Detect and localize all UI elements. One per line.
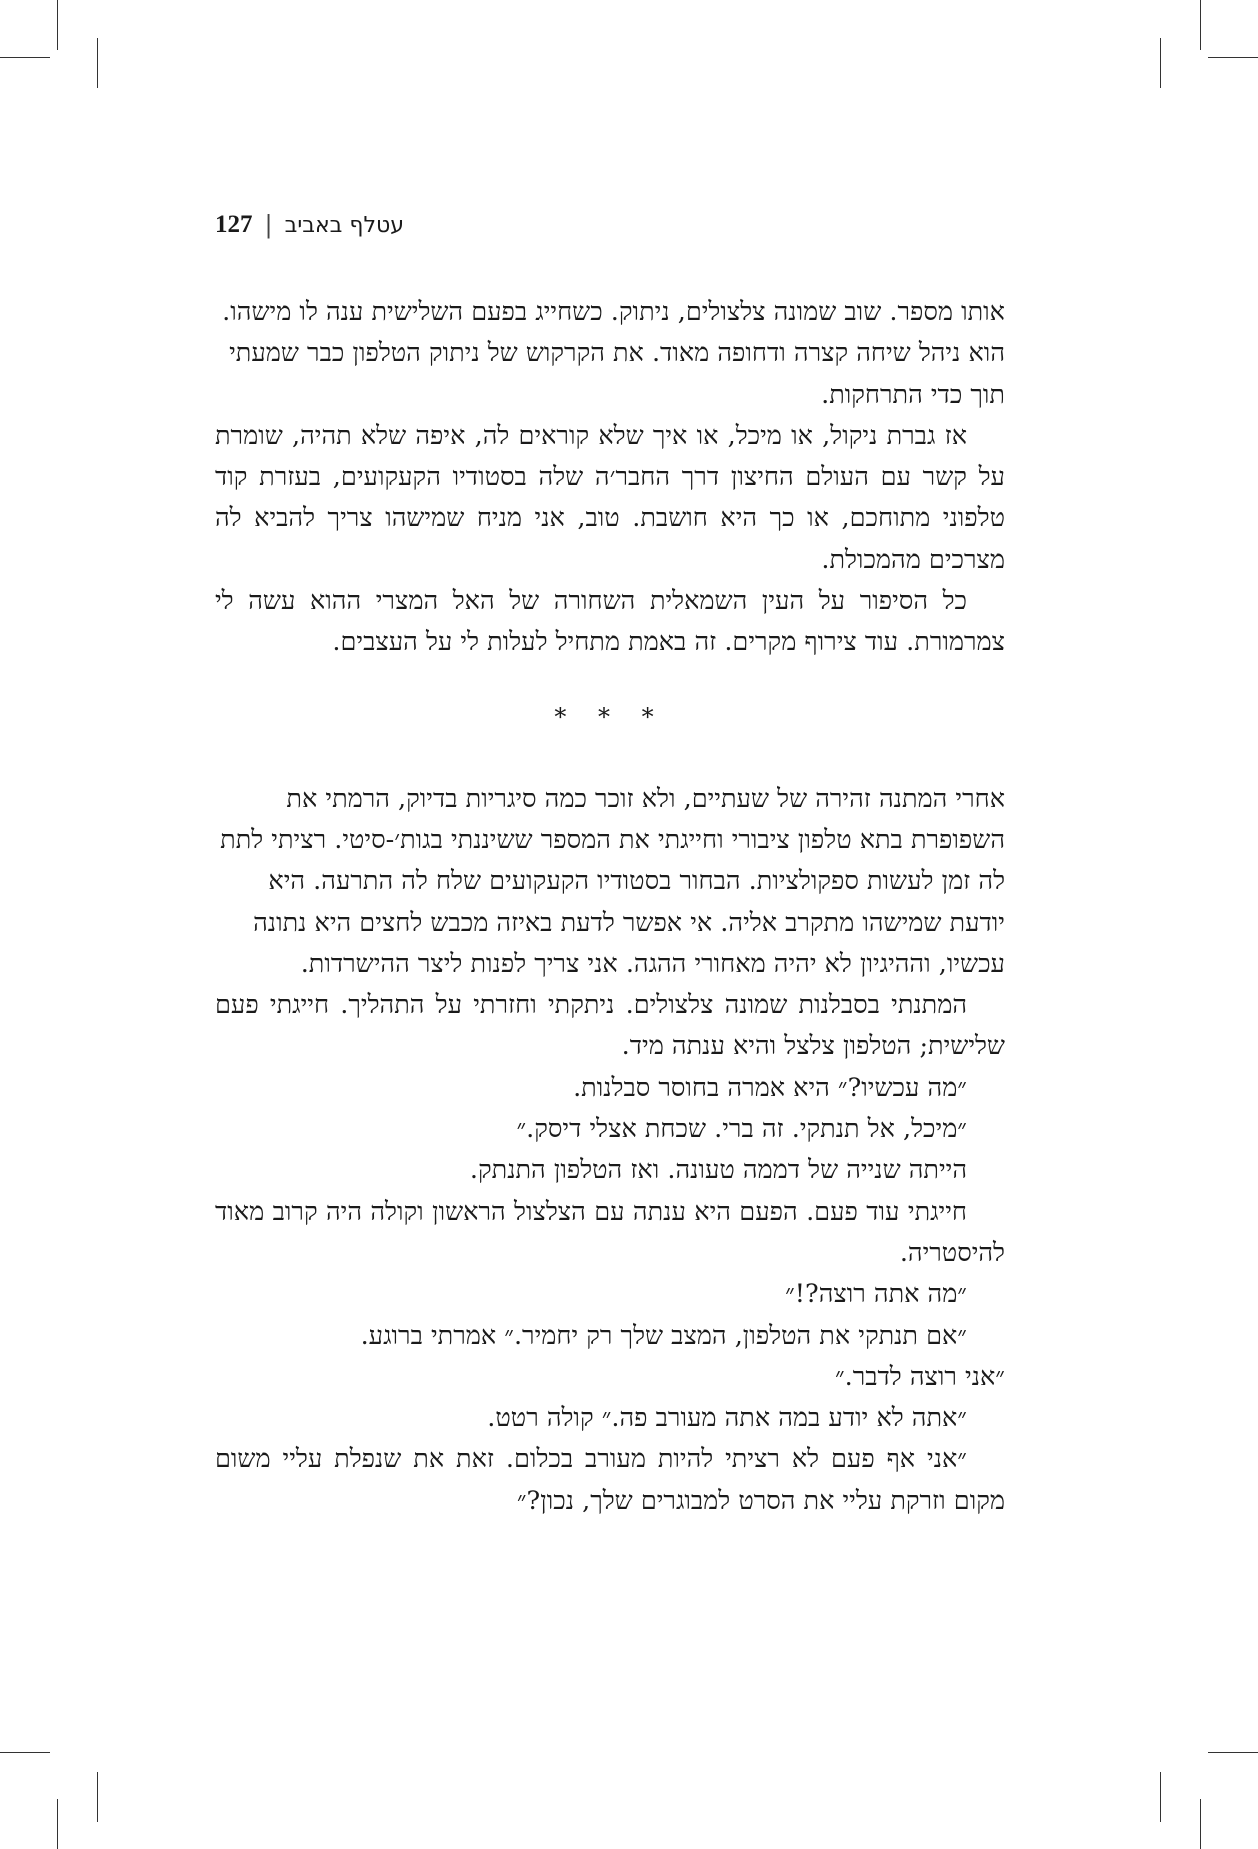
paragraph: חייגתי עוד פעם. הפעם היא ענתה עם הצלצול הראשון וקולה היה קרוב מאוד להיסטריה.	[215, 1196, 1005, 1268]
dialog-line: ״אתה לא יודע במה אתה מעורב פה.״ קולה רטט.	[487, 1403, 967, 1434]
dialog-line: ״אם תנתקי את הטלפון, המצב שלך רק יחמיר.״ אמרתי ברוגע.	[360, 1320, 967, 1351]
crop-mark	[1160, 38, 1161, 88]
dialog-line: ״מיכל, אל תנתקי. זה ברי. שכחת אצלי דיסק.״	[516, 1114, 967, 1145]
crop-mark	[97, 1772, 98, 1822]
body-text	[215, 292, 1005, 1522]
paragraph: אחרי המתנה זהירה של שעתיים, ולא זוכר כמה סיגריות בדיוק, הרמתי את השפופרת בתא טלפון ציבורי וחייגתי את המספר ששיננתי בגות׳-סיטי. רציתי לתת לה זמן לעשות ספקולציות. הבחור בסטודיו הקעקועים שלח לה התרעה. היא יודעת שמישהו מתקרב אליה. אי אפשר לדעת באיזה מכבש לחצים היא נתונה עכשיו, וההיגיון לא יהיה מאחורי ההגה. אני צריך לפנות ליצר ההישרדות.	[220, 783, 1005, 979]
crop-mark	[97, 38, 98, 88]
crop-mark	[1208, 1752, 1258, 1753]
paragraph: כל הסיפור על העין השמאלית השחורה של האל המצרי ההוא עשה לי צמרמורת. עוד צירוף מקרים. זה באמת מתחיל לעלות לי על העצבים.	[215, 586, 1005, 658]
crop-mark	[57, 1799, 58, 1849]
paragraph: המתנתי בסבלנות שמונה צלצולים. ניתקתי וחזרתי על התהליך. חייגתי פעם שלישית; הטלפון צלצל והיא ענתה מיד.	[215, 990, 1005, 1062]
dialog-line: ״מה עכשיו?״ היא אמרה בחוסר סבלנות.	[573, 1072, 967, 1103]
page-header	[215, 210, 1005, 240]
header-separator: |	[264, 211, 273, 239]
crop-mark	[1200, 0, 1201, 50]
running-title: עטלף באביב	[284, 212, 404, 238]
crop-mark	[0, 1752, 50, 1753]
paragraph: הייתה שנייה של דממה טעונה. ואז הטלפון התנתק.	[469, 1155, 967, 1186]
crop-mark	[1160, 1772, 1161, 1822]
crop-mark	[1200, 1799, 1201, 1849]
page-number: 127	[215, 211, 253, 238]
dialog-line: ״מה אתה רוצה?!״	[785, 1279, 967, 1310]
section-break: * * *	[554, 702, 666, 731]
paragraph: אותו מספר. שוב שמונה צלצולים, ניתוק. כשחייג בפעם השלישית ענה לו מישהו. הוא ניהל שיחה קצרה ודחופה מאוד. את הקרקוש של ניתוק הטלפון כבר שמעתי תוך כדי התרחקות.	[222, 297, 1005, 410]
paragraph: אז גברת ניקול, או מיכל, או איך שלא קוראים לה, איפה שלא תהיה, שומרת על קשר עם העולם החיצון דרך החבר׳ה שלה בסטודיו הקעקועים, בעזרת קוד טלפוני מתוחכם, או כך היא חושבת. טוב, אני מניח שמישהו צריך להביא לה מצרכים מהמכולת.	[215, 420, 1005, 575]
crop-mark	[0, 57, 50, 58]
crop-mark	[1208, 57, 1258, 58]
dialog-line: ״אני אף פעם לא רציתי להיות מעורב בכלום. זאת את שנפלת עליי משום מקום וזרקת עליי את הסרט למבוגרים שלך, נכון?״	[215, 1444, 1005, 1516]
crop-mark	[57, 0, 58, 50]
dialog-line: ״אני רוצה לדבר.״	[834, 1361, 1005, 1392]
